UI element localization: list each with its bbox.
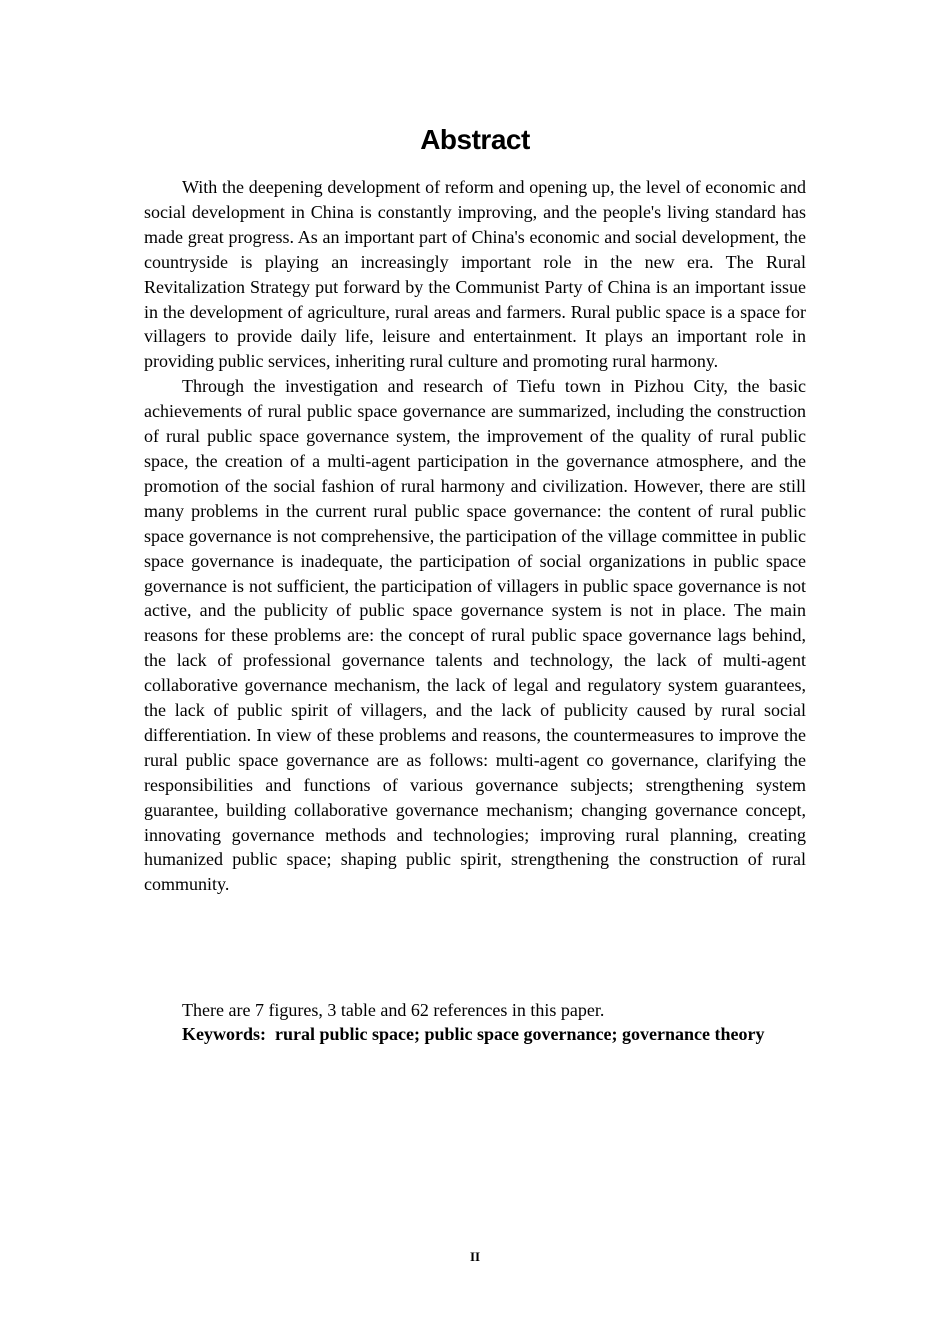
page-number: II [469, 1249, 481, 1264]
abstract-paragraph-2: Through the investigation and research of Tiefu town in Pizhou City, the basic achievements of rural public space governance are summarized, including the construction of rural public space governance system, the improvement of the quality of rural public space, the creation of a multi-agent participation in the governance atmosphere, and the promotion of the social fashion of rural harmony and civilization. However, there are still many problems in the current rural public space governance: the content of rural public space governance is not comprehensive, the participation of the village committee in public space governance is inadequate, the participation of social organizations in public space governance is not sufficient, the participation of villagers in public space governance is not active, and the publicity of public space governance system is not in place. The main reasons for these problems are: the concept of rural public space governance lags behind, the lack of professional governance talents and technology, the lack of multi-agent collaborative governance mechanism, the lack of legal and regulatory system guarantees, the lack of public spirit of villagers, and the lack of publicity caused by rural social differentiation. In view of these problems and reasons, the countermeasures to improve the rural public space governance are as follows: multi-agent co governance, clarifying the responsibilities and functions of various governance subjects; strengthening system guarantee, building collaborative governance mechanism; changing governance concept, innovating governance methods and technologies; improving rural planning, creating humanized public space; shaping public spirit, strengthening the construction of rural community. [144, 376, 806, 895]
abstract-paragraph-1: With the deepening development of reform and opening up, the level of economic and social development in China is constantly improving, and the people's living standard has made great progress. As an important part of China's economic and social development, the countryside is playing an increasingly important role in the new era. The Rural Revitalization Strategy put forward by the Communist Party of China is an important issue in the development of agriculture, rural areas and farmers. Rural public space is a space for villagers to provide daily life, leisure and entertainment. It plays an important role in providing public services, inheriting rural culture and promoting rural harmony. [144, 177, 806, 372]
paper-statistics-line: There are 7 figures, 3 table and 62 references in this paper. [182, 1000, 605, 1020]
abstract-title: Abstract [420, 124, 530, 155]
keywords-value: rural public space; public space governance; governance theory [275, 1024, 765, 1044]
keywords-label: Keywords: [182, 1024, 266, 1044]
keywords-line [182, 1022, 822, 1047]
abstract-body [144, 175, 806, 897]
